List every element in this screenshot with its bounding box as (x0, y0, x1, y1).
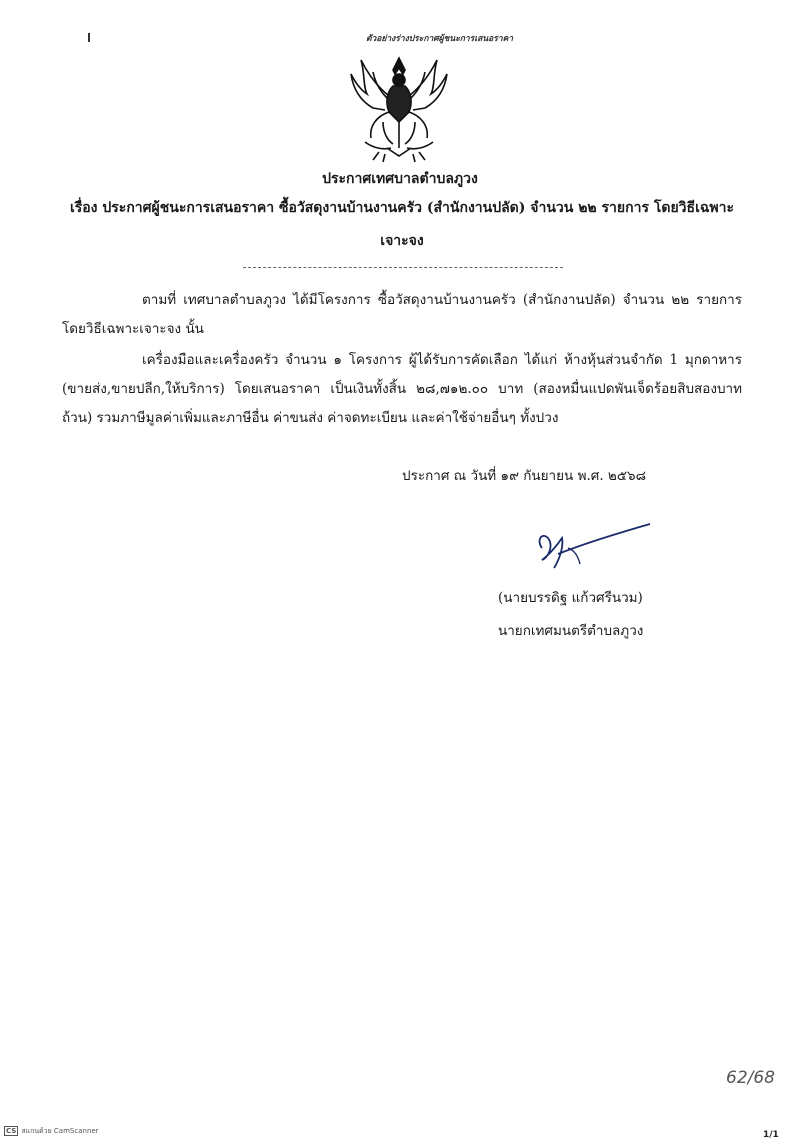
signatory-position: นายกเทศมนตรีตำบลภูวง (498, 623, 644, 639)
page-number: 1/1 (763, 1130, 779, 1140)
garuda-emblem-icon (343, 52, 455, 164)
scanner-watermark (4, 1126, 99, 1137)
scanner-text: สแกนด้วย CamScanner (21, 1127, 99, 1135)
announcement-date: ประกาศ ณ วันที่ ๑๙ กันยายน พ.ศ. ๒๕๖๘ (402, 468, 647, 484)
paragraph-winner-details (62, 346, 742, 433)
paragraph-2-text: เครื่องมือและเครื่องครัว จำนวน ๑ โครงการ ผู้ได้รับการคัดเลือก ได้แก่ ห้างหุ้นส่วนจำกัด 1 มุกดาหาร (ขายส่ง,ขายปลีก,ให้บริการ) โดยเสนอราคา เป็นเงินทั้งสิ้น ๒๘,๗๑๒.๐๐ บาท (สองหมื่นแปดพันเจ็ดร้อยสิบสองบาทถ้วน) รวมภาษีมูลค่าเพิ่มและภาษีอื่น ค่าขนส่ง ค่าจดทะเบียน และค่าใช้จ่ายอื่นๆ ทั้งปวง (62, 352, 742, 426)
signatory-name: (นายบรรดิฐ แก้วศรีนวม) (498, 590, 643, 606)
signature-icon (528, 518, 658, 578)
document-title: ประกาศเทศบาลตำบลภูวง (322, 171, 478, 187)
scanner-badge: CS (6, 1127, 17, 1135)
margin-tick-mark (88, 33, 90, 42)
document-subject: เรื่อง ประกาศผู้ชนะการเสนอราคา ซื้อวัสดุงานบ้านงานครัว (สำนักงานปลัด) จำนวน ๒๒ รายการ โดยวิธีเฉพาะเจาะจง (69, 200, 735, 249)
separator-line (243, 267, 563, 268)
handwritten-note: 62/68 (726, 1068, 775, 1088)
header-note: ตัวอย่างร่างประกาศผู้ชนะการเสนอราคา (366, 34, 514, 44)
paragraph-1-text: ตามที่ เทศบาลตำบลภูวง ได้มีโครงการ ซื้อวัสดุงานบ้านงานครัว (สำนักงานปลัด) จำนวน ๒๒ รายการ โดยวิธีเฉพาะเจาะจง นั้น (62, 292, 742, 337)
paragraph-announcement-intro (62, 286, 742, 344)
